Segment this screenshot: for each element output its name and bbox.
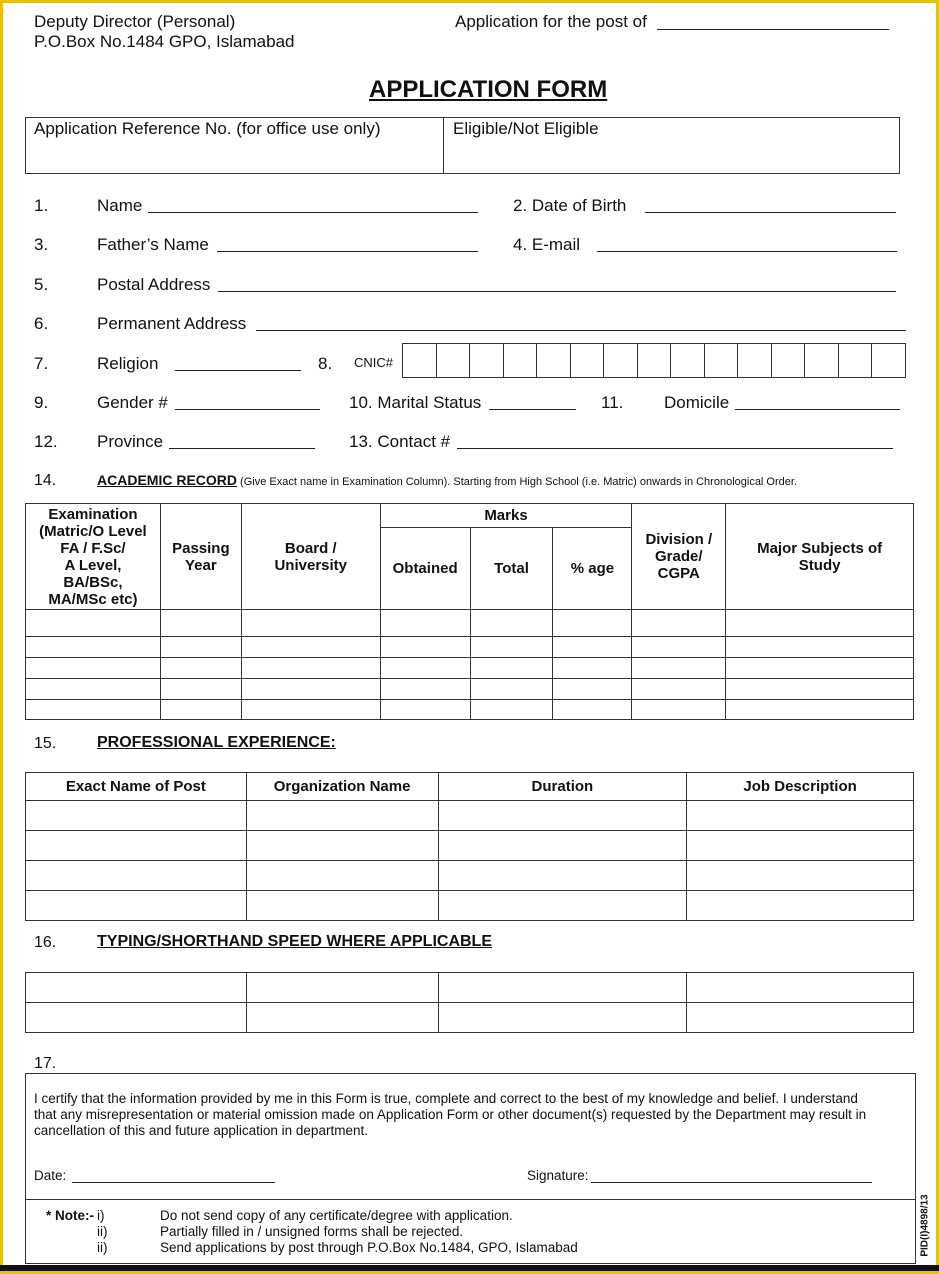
professional-table: [25, 772, 914, 921]
cnic-digit-box[interactable]: [805, 344, 839, 377]
cnic-digit-box[interactable]: [705, 344, 739, 377]
professional-title: PROFESSIONAL EXPERIENCE:: [97, 734, 336, 751]
date-label: Date:: [34, 1168, 67, 1183]
table-row[interactable]: [26, 891, 914, 921]
email-label: 4. E-mail: [513, 235, 581, 254]
field-number: 5.: [34, 275, 49, 294]
dob-label: 2. Date of Birth: [513, 196, 627, 215]
field-number: 8.: [318, 354, 333, 373]
name-label: Name: [97, 196, 143, 215]
table-row[interactable]: [26, 861, 914, 891]
header-organization: Organization Name: [246, 773, 438, 801]
section-number: 15.: [34, 735, 57, 752]
name-field[interactable]: [148, 212, 478, 213]
eligibility-label: Eligible/Not Eligible: [453, 119, 599, 138]
table-row[interactable]: [26, 973, 914, 1003]
religion-field[interactable]: [175, 370, 301, 371]
note-number: ii): [97, 1240, 108, 1255]
header-percent: % age: [553, 528, 632, 610]
address-line-2: P.O.Box No.1484 GPO, Islamabad: [34, 32, 295, 51]
cnic-digit-box[interactable]: [571, 344, 605, 377]
academic-note: (Give Exact name in Examination Column). Starting from High School (i.e. Matric) onwards in Chronological Order.: [237, 476, 798, 488]
certify-line-1: I certify that the information provided by me in this Form is true, complete and correct to the best of my knowledge and belief. I understand: [34, 1091, 858, 1106]
field-number: 9.: [34, 393, 49, 412]
table-row[interactable]: [26, 637, 914, 658]
note-number: ii): [97, 1224, 108, 1239]
gender-label: Gender #: [97, 393, 168, 412]
reference-no-label: Application Reference No. (for office use only): [34, 119, 381, 138]
signature-field[interactable]: [591, 1182, 872, 1183]
note-label: * Note:-: [46, 1208, 94, 1223]
gender-field[interactable]: [175, 409, 320, 410]
cnic-boxes[interactable]: [402, 343, 906, 378]
cnic-digit-box[interactable]: [872, 344, 905, 377]
field-number: 1.: [34, 196, 49, 215]
form-title: APPLICATION FORM: [369, 76, 608, 103]
cnic-digit-box[interactable]: [671, 344, 705, 377]
cnic-digit-box[interactable]: [437, 344, 471, 377]
province-label: Province: [97, 432, 164, 451]
signature-label: Signature:: [527, 1168, 589, 1183]
header-duration: Duration: [438, 773, 687, 801]
father-name-field[interactable]: [217, 251, 478, 252]
field-number: 7.: [34, 354, 49, 373]
father-name-label: Father’s Name: [97, 235, 209, 254]
table-row[interactable]: [26, 700, 914, 720]
cnic-digit-box[interactable]: [504, 344, 538, 377]
section-number: 14.: [34, 472, 57, 489]
typing-table: [25, 972, 914, 1033]
header-division: Division / Grade/ CGPA: [632, 504, 726, 610]
field-number: 12.: [34, 432, 58, 451]
cnic-label: CNIC#: [354, 355, 394, 370]
contact-field[interactable]: [457, 448, 893, 449]
note-item-1: Do not send copy of any certificate/degree with application.: [160, 1208, 513, 1223]
post-field[interactable]: [657, 29, 889, 30]
academic-table: [25, 503, 914, 720]
typing-title: TYPING/SHORTHAND SPEED WHERE APPLICABLE: [97, 933, 492, 950]
table-row[interactable]: [26, 801, 914, 831]
header-passing-year: Passing Year: [160, 504, 241, 610]
note-divider: [25, 1199, 916, 1200]
note-number: i): [97, 1208, 105, 1223]
table-row[interactable]: [26, 658, 914, 679]
postal-address-label: Postal Address: [97, 275, 211, 294]
domicile-field[interactable]: [735, 409, 900, 410]
post-label: Application for the post of: [455, 12, 647, 31]
field-number: 6.: [34, 314, 49, 333]
table-row[interactable]: [26, 831, 914, 861]
cnic-digit-box[interactable]: [403, 344, 437, 377]
certify-line-2: that any misrepresentation or material omission made on Application Form or other document(s) requested by the Department may result in: [34, 1107, 867, 1122]
marital-status-field[interactable]: [489, 409, 576, 410]
office-box-divider: [443, 117, 444, 174]
cnic-digit-box[interactable]: [738, 344, 772, 377]
cnic-digit-box[interactable]: [604, 344, 638, 377]
academic-title: ACADEMIC RECORD: [97, 472, 237, 488]
header-examination: Examination (Matric/O Level FA / F.Sc/ A Level, BA/BSc, MA/MSc etc): [26, 504, 161, 610]
date-field[interactable]: [72, 1182, 275, 1183]
field-number: 3.: [34, 235, 49, 254]
email-field[interactable]: [597, 251, 897, 252]
table-row[interactable]: [26, 679, 914, 700]
cnic-digit-box[interactable]: [470, 344, 504, 377]
field-number: 11.: [601, 393, 624, 412]
permanent-address-field[interactable]: [256, 330, 906, 331]
header-post-name: Exact Name of Post: [26, 773, 247, 801]
table-row[interactable]: [26, 1003, 914, 1033]
bottom-bar: [0, 1265, 939, 1271]
address-line-1: Deputy Director (Personal): [34, 12, 236, 31]
header-total: Total: [470, 528, 553, 610]
permanent-address-label: Permanent Address: [97, 314, 247, 333]
cnic-digit-box[interactable]: [839, 344, 873, 377]
section-number: 16.: [34, 934, 57, 951]
dob-field[interactable]: [645, 212, 896, 213]
province-field[interactable]: [169, 448, 315, 449]
religion-label: Religion: [97, 354, 159, 373]
contact-label: 13. Contact #: [349, 432, 451, 451]
header-marks: Marks: [380, 504, 632, 528]
academic-heading: [97, 472, 797, 488]
header-board-university: Board / University: [241, 504, 380, 610]
domicile-label: Domicile: [664, 393, 730, 412]
note-item-2: Partially filled in / unsigned forms shall be rejected.: [160, 1224, 464, 1239]
marital-status-label: 10. Marital Status: [349, 393, 482, 412]
cnic-digit-box[interactable]: [772, 344, 806, 377]
table-row[interactable]: [26, 610, 914, 637]
postal-address-field[interactable]: [218, 291, 896, 292]
certify-line-3: cancellation of this and future application in department.: [34, 1123, 368, 1138]
note-item-3: Send applications by post through P.O.Box No.1484, GPO, Islamabad: [160, 1240, 578, 1255]
header-major-subjects: Major Subjects of Study: [726, 504, 914, 610]
cnic-digit-box[interactable]: [537, 344, 571, 377]
header-obtained: Obtained: [380, 528, 470, 610]
cnic-digit-box[interactable]: [638, 344, 672, 377]
form-code: PID(I)4898/13: [919, 1194, 931, 1257]
header-job-description: Job Description: [687, 773, 914, 801]
section-number: 17.: [34, 1055, 57, 1072]
